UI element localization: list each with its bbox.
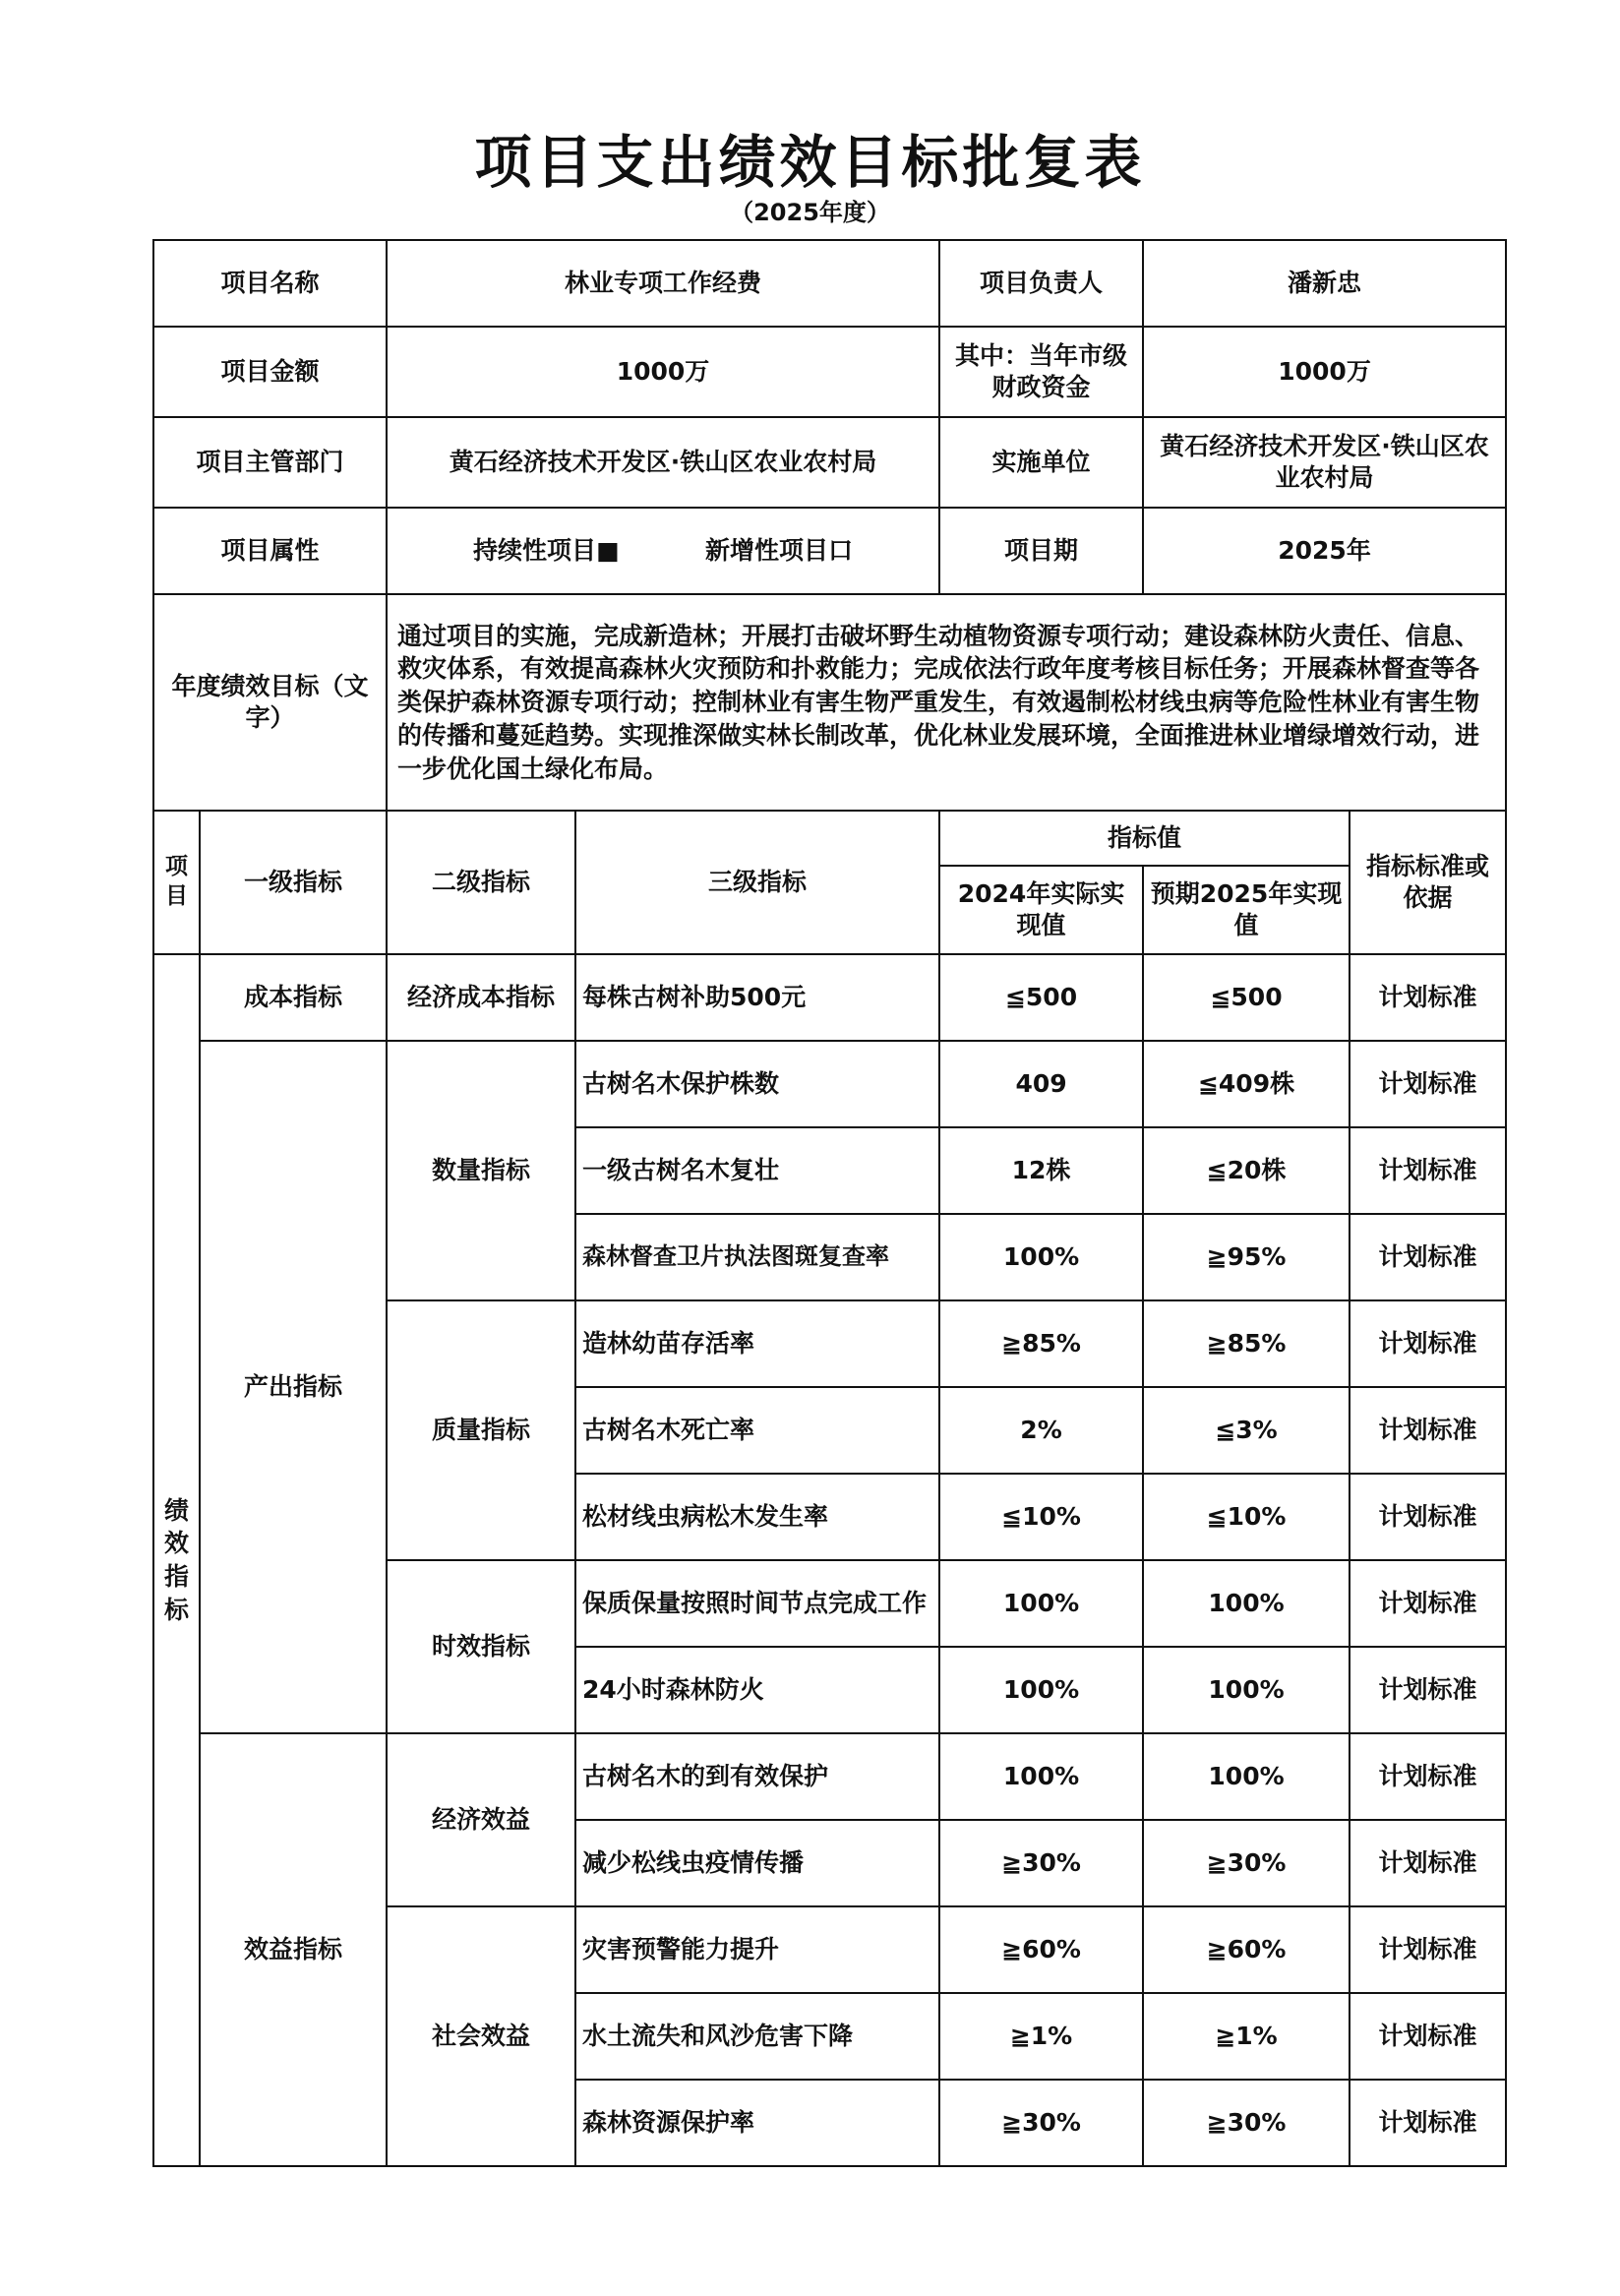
indicator-basis: 计划标准 — [1350, 1906, 1506, 1993]
indicator-actual: ≧30% — [939, 2080, 1143, 2166]
indicator-expected: ≦20株 — [1143, 1127, 1350, 1214]
period-value: 2025年 — [1143, 508, 1506, 594]
indicator-basis: 计划标准 — [1350, 1993, 1506, 2080]
indicator-name: 松材线虫病松木发生率 — [575, 1474, 939, 1560]
indicator-expected: 100% — [1143, 1733, 1350, 1820]
indicator-name: 每株古树补助500元 — [575, 954, 939, 1041]
indicator-basis: 计划标准 — [1350, 1647, 1506, 1733]
indicator-name: 灾害预警能力提升 — [575, 1906, 939, 1993]
indicator-basis: 计划标准 — [1350, 1474, 1506, 1560]
indicator-actual: ≦10% — [939, 1474, 1143, 1560]
indicator-actual: 100% — [939, 1560, 1143, 1647]
indicator-name: 森林督查卫片执法图斑复查率 — [575, 1214, 939, 1300]
indicator-actual: 100% — [939, 1214, 1143, 1300]
col-level3-header: 三级指标 — [575, 811, 939, 954]
row-project-name — [153, 240, 1506, 327]
table-row — [153, 1733, 1506, 1820]
city-funds-value: 1000万 — [1143, 327, 1506, 417]
performance-indicator-label: 绩效指标 — [153, 954, 200, 2166]
indicator-actual: ≦500 — [939, 954, 1143, 1041]
indicator-name: 一级古树名木复壮 — [575, 1127, 939, 1214]
col-value-header: 指标值 — [939, 811, 1350, 866]
indicator-actual: 2% — [939, 1387, 1143, 1474]
indicator-name: 造林幼苗存活率 — [575, 1300, 939, 1387]
indicator-expected: ≦10% — [1143, 1474, 1350, 1560]
indicator-basis: 计划标准 — [1350, 1387, 1506, 1474]
indicator-expected: ≦3% — [1143, 1387, 1350, 1474]
indicator-actual: ≧30% — [939, 1820, 1143, 1906]
indicator-expected: ≦409株 — [1143, 1041, 1350, 1127]
project-name-value: 林业专项工作经费 — [387, 240, 939, 327]
city-funds-label: 其中：当年市级财政资金 — [939, 327, 1143, 417]
indicator-name: 减少松线虫疫情传播 — [575, 1820, 939, 1906]
amount-value: 1000万 — [387, 327, 939, 417]
indicator-expected: ≧30% — [1143, 2080, 1350, 2166]
indicator-actual: 12株 — [939, 1127, 1143, 1214]
indicator-name: 24小时森林防火 — [575, 1647, 939, 1733]
indicator-basis: 计划标准 — [1350, 1300, 1506, 1387]
indicator-expected: ≧30% — [1143, 1820, 1350, 1906]
col-level1-header: 一级指标 — [200, 811, 387, 954]
indicator-name: 古树名木保护株数 — [575, 1041, 939, 1127]
goal-label: 年度绩效目标（文字） — [153, 594, 387, 811]
indicator-expected: 100% — [1143, 1647, 1350, 1733]
attr-ongoing: 持续性项目■ — [472, 535, 620, 565]
indicator-name: 古树名木死亡率 — [575, 1387, 939, 1474]
amount-label: 项目金额 — [153, 327, 387, 417]
row-department — [153, 417, 1506, 508]
row-project-amount — [153, 327, 1506, 417]
dept-value: 黄石经济技术开发区·铁山区农业农村局 — [387, 417, 939, 508]
indicator-name: 古树名木的到有效保护 — [575, 1733, 939, 1820]
indicator-actual: ≧85% — [939, 1300, 1143, 1387]
col-level2-header: 二级指标 — [387, 811, 575, 954]
attr-value — [387, 508, 939, 594]
indicator-expected: ≧85% — [1143, 1300, 1350, 1387]
row-attribute — [153, 508, 1506, 594]
dept-label: 项目主管部门 — [153, 417, 387, 508]
leader-value: 潘新忠 — [1143, 240, 1506, 327]
page-subtitle: （2025年度） — [730, 199, 890, 226]
col-expected-2025-header: 预期2025年实现值 — [1143, 866, 1350, 954]
impl-label: 实施单位 — [939, 417, 1143, 508]
indicator-expected: 100% — [1143, 1560, 1350, 1647]
indicator-expected: ≧95% — [1143, 1214, 1350, 1300]
indicator-name: 森林资源保护率 — [575, 2080, 939, 2166]
indicator-header-row-1 — [153, 811, 1506, 866]
attr-new: 新增性项目口 — [705, 535, 854, 565]
indicator-basis: 计划标准 — [1350, 1041, 1506, 1127]
performance-target-table — [152, 239, 1507, 2167]
table-row — [153, 954, 1506, 1041]
impl-value: 黄石经济技术开发区·铁山区农业农村局 — [1143, 417, 1506, 508]
indicator-basis: 计划标准 — [1350, 1214, 1506, 1300]
col-actual-2024-header: 2024年实际实现值 — [939, 866, 1143, 954]
group-economic: 经济效益 — [387, 1733, 575, 1906]
leader-label: 项目负责人 — [939, 240, 1143, 327]
group-cost-econ: 经济成本指标 — [387, 954, 575, 1041]
group-cost: 成本指标 — [200, 954, 387, 1041]
group-social: 社会效益 — [387, 1906, 575, 2166]
indicator-basis: 计划标准 — [1350, 1127, 1506, 1214]
group-timeliness: 时效指标 — [387, 1560, 575, 1733]
page-title: 项目支出绩效目标批复表 — [474, 129, 1146, 196]
col-item-header: 项目 — [153, 811, 200, 954]
indicator-actual: 100% — [939, 1733, 1143, 1820]
indicator-expected: ≧60% — [1143, 1906, 1350, 1993]
group-quantity: 数量指标 — [387, 1041, 575, 1300]
group-benefit: 效益指标 — [200, 1733, 387, 2166]
indicator-expected: ≦500 — [1143, 954, 1350, 1041]
col-basis-header: 指标标准或依据 — [1350, 811, 1506, 954]
indicator-basis: 计划标准 — [1350, 1560, 1506, 1647]
indicator-actual: 100% — [939, 1647, 1143, 1733]
group-quality: 质量指标 — [387, 1300, 575, 1560]
indicator-basis: 计划标准 — [1350, 1733, 1506, 1820]
indicator-name: 保质保量按照时间节点完成工作 — [575, 1560, 939, 1647]
table-row — [153, 1041, 1506, 1127]
indicator-basis: 计划标准 — [1350, 1820, 1506, 1906]
row-annual-goal — [153, 594, 1506, 811]
goal-text: 通过项目的实施，完成新造林；开展打击破坏野生动植物资源专项行动；建设森林防火责任、信息、救灾体系，有效提高森林火灾预防和扑救能力；完成依法行政年度考核目标任务；开展森林督查等各类保护森林资源专项行动；控制林业有害生物严重发生，有效遏制松材线虫病等危险性林业有害生物的传播和蔓延趋势。实现推深做实林长制改革，优化林业发展环境，全面推进林业增绿增效行动，进一步优化国土绿化布局。 — [387, 594, 1506, 811]
indicator-basis: 计划标准 — [1350, 954, 1506, 1041]
indicator-actual: ≧1% — [939, 1993, 1143, 2080]
indicator-actual: 409 — [939, 1041, 1143, 1127]
indicator-expected: ≧1% — [1143, 1993, 1350, 2080]
indicator-actual: ≧60% — [939, 1906, 1143, 1993]
attr-label: 项目属性 — [153, 508, 387, 594]
project-name-label: 项目名称 — [153, 240, 387, 327]
period-label: 项目期 — [939, 508, 1143, 594]
indicator-basis: 计划标准 — [1350, 2080, 1506, 2166]
indicator-name: 水土流失和风沙危害下降 — [575, 1993, 939, 2080]
group-output: 产出指标 — [200, 1041, 387, 1733]
